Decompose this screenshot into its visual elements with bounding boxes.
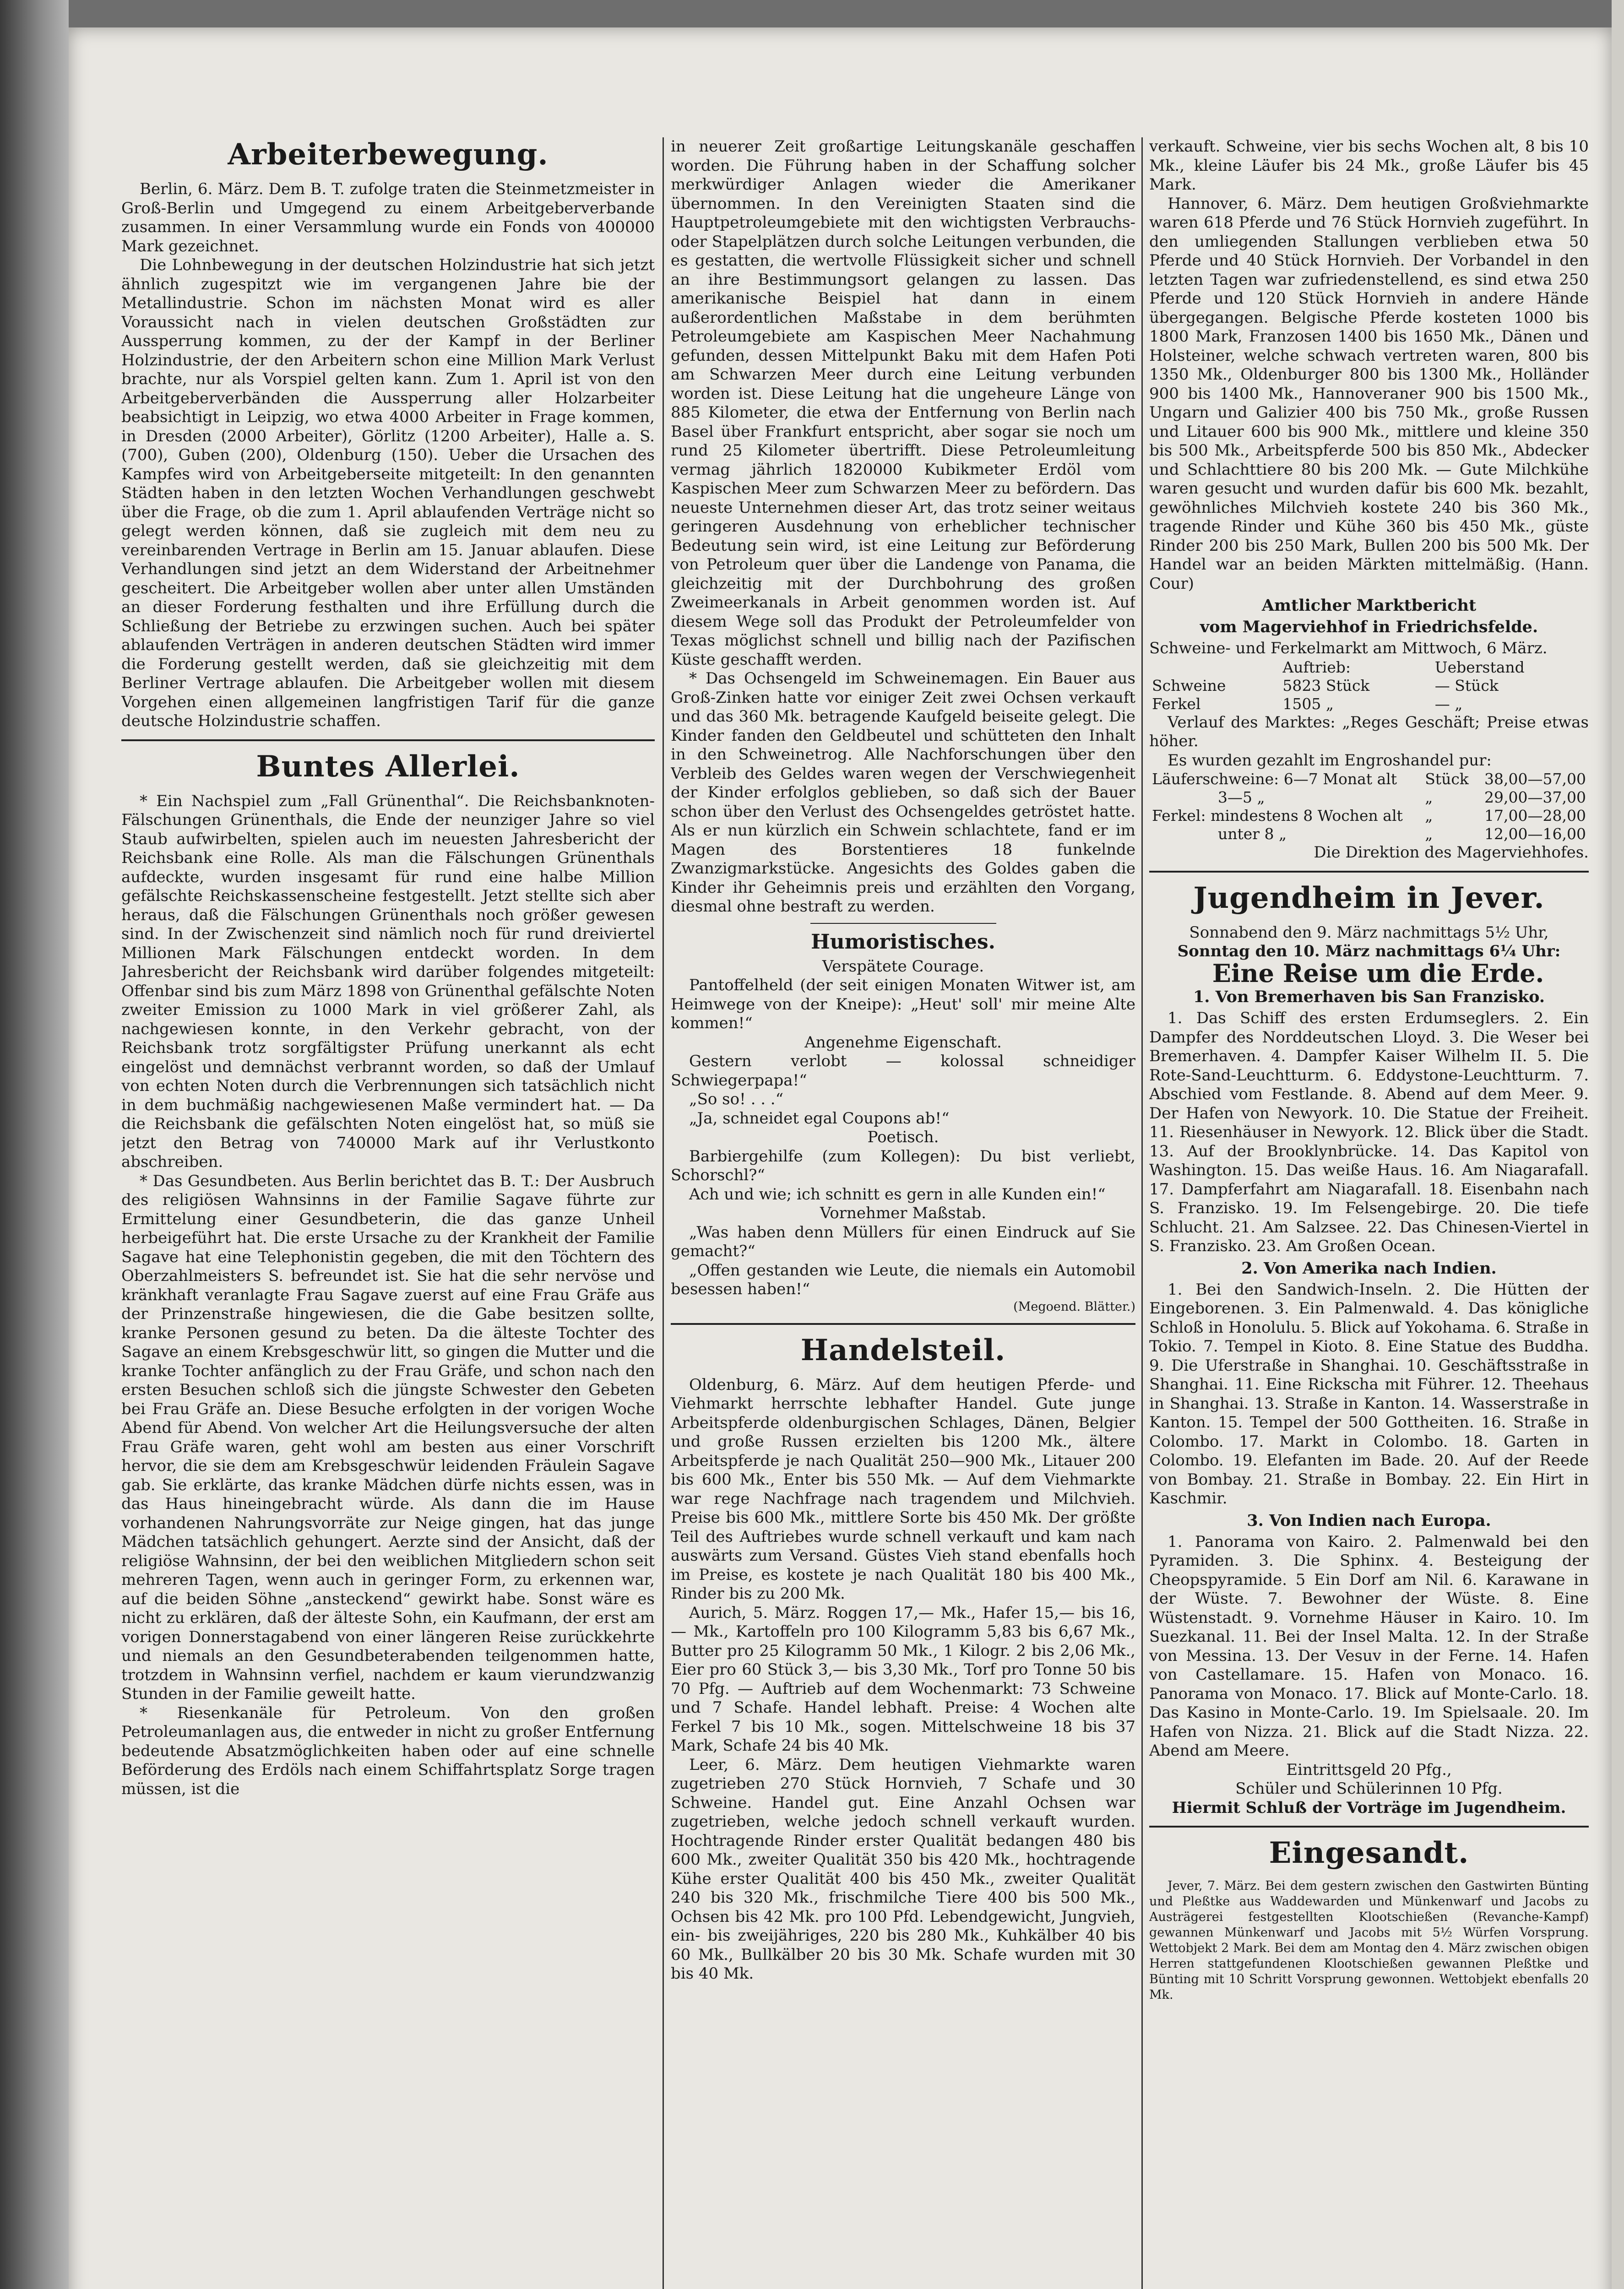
table-row — [1149, 807, 1589, 825]
section-title-buntes-allerlei: Buntes Allerlei. — [256, 749, 520, 784]
trade-leer-cont: verkauft. Schweine, vier bis sechs Wochen alt, 8 bis 10 Mk., kleine Läufer bis 24 Mk., große Läufer bis 45 Mark. — [1149, 137, 1589, 194]
joke-text-3a: Barbiergehilfe (zum Kollegen): Du bist verliebt, Schorschl?“ — [671, 1147, 1135, 1184]
lecture-part-3-text: 1. Panorama von Kairo. 2. Palmenwald bei den Pyramiden. 3. Die Sphinx. 4. Besteigung der Cheopspyramide. 5 Ein Dorf am Nil. 6. Karawane in der Wüste. 7. Bewohner der Wüste. 8. Eine Wüstenstadt. 9. Vornehme Häuser in Kairo. 10. Im Suezkanal. 11. Bei der Insel Malta. 12. In der Straße von Messina. 13. Der Vesuv in der Ferne. 14. Hafen von Castellamare. 15. Hafen von Monaco. 16. Panorama von Monaco. 17. Blick auf Monte-Carlo. 18. Das Kasino in Monte-Carlo. 19. Im Spielsaale. 20. Im Hafen von Nizza. 21. Blick auf die Stadt Nizza. 22. Abend am Meere. — [1149, 1532, 1589, 1760]
joke-text-2b: „So so! . . .“ — [689, 1090, 783, 1108]
book-binding — [0, 0, 69, 2289]
entry-fee: Eintrittsgeld 20 Pfg., — [1286, 1760, 1452, 1779]
joke-text-3b: Ach und wie; ich schnitt es gern in alle Kunden ein!“ — [689, 1185, 1106, 1204]
table-row — [1149, 677, 1589, 695]
table-cell: — „ — [1434, 694, 1463, 713]
section-divider — [671, 1323, 1135, 1325]
trade-hannover: Hannover, 6. März. Dem heutigen Großviehmarkte waren 618 Pferde und 76 Stück Hornvieh zugeführt. In den umliegenden Stallungen verblieben etwa 50 Pferde und 40 Stück Hornvieh. Der Vorbandel in den letzten Tagen war zufriedenstellend, es sind etwa 250 Pferde und 120 Stück Hornvieh in andere Hände übergegangen. Belgische Pferde kosteten 1000 bis 1800 Mark, Franzosen 1400 bis 1650 Mk., Dänen und Holsteiner, welche schwach vertreten waren, 800 bis 1350 Mk., Oldenburger 800 bis 1300 Mk., Holländer 900 bis 1400 Mk., Hannoveraner 900 bis 1500 Mk., Ungarn und Galizier 400 bis 750 Mk., große Russen und Litauer 600 bis 900 Mk., mittlere und kleine 350 bis 500 Mk., Arbeitspferde 500 bis 850 Mk., Abdecker und Schlachttiere 80 bis 200 Mk. — Gute Milchkühe waren gesucht und wurden dafür bis 600 Mk. bezahlt, gewöhnliches Milchvieh kostete 240 bis 360 Mk., tragende Rinder und Kühe 360 bis 450 Mk., güste Rinder 200 bis 250 Mark, Bullen 200 bis 500 Mk. Der Handel war an beiden Märkten mittelmäßig. (Hann. Cour) — [1149, 194, 1589, 593]
market-price-table — [1149, 770, 1589, 843]
article-lohnbewegung: Die Lohnbewegung in der deutschen Holzindustrie hat sich jetzt ähnlich zugespitzt wie im vergangenen Jahre bie der Metallindustrie. Schon im nächsten Monat wird es aller Voraussicht nach in vielen deutschen Großstädten zur Aussperrung kommen, zu der der Kampf in der Berliner Holzindustrie, der den Arbeitern schon eine Million Mark Verlust brachte, nur als Vorspiel gelten kann. Zum 1. April ist von den Arbeitgeberverbänden die Aussperrung aller Holzarbeiter beabsichtigt in Leipzig, wo etwa 4000 Arbeiter in Frage kommen, in Dresden (2000 Arbeiter), Görlitz (1200 Arbeiter), Halle a. S. (700), Guben (200), Oldenburg (150). Ueber die Ursachen des Kampfes wird von Arbeitgeberseite mitgeteilt: In den genannten Städten haben in den letzten Wochen Verhandlungen geschwebt über die Frage, ob die zum 1. April ablaufenden Verträge nicht so gelegt werden können, daß sie zugleich mit dem neu zu vereinbarenden Vertrage in Berlin am 15. Januar ablaufen. Diese Verhandlungen sind jetzt an dem Widerstand der Arbeitnehmer gescheitert. Die Arbeitgeber wollen aber unter allen Umständen an dieser Forderung festhalten und ihre Erfüllung durch die Schließung der Betriebe zu erzwingen suchen. Auch bei später ablaufenden Verträgen in anderen deutschen Städten wird immer die Forderung gestellt werden, daß sie gleichzeitig mit dem Berliner Vertrage ablaufen. Die Arbeitgeber wollen mit diesem Vorgehen einen allgemeinen langfristigen Tarif für die ganze deutsche Holzindustrie schaffen. — [121, 256, 655, 730]
joke-text-2a: Gestern verlobt — kolossal schneidiger Schwiegerpapa!“ — [671, 1052, 1135, 1090]
table-cell: „ — [1425, 825, 1433, 843]
column-3 — [1149, 137, 1589, 2289]
table-row — [1149, 825, 1589, 843]
lecture-part-1-title: 1. Von Bremerhaven bis San Franzisko. — [1193, 987, 1545, 1006]
table-cell: „ — [1425, 807, 1433, 824]
table-cell: 3—5 „ — [1218, 788, 1265, 806]
section-divider — [1149, 871, 1589, 873]
page-edge — [1612, 0, 1624, 2289]
column-1 — [121, 110, 655, 2289]
column-2 — [671, 137, 1135, 2289]
article-riesenkanaele-cont: in neuerer Zeit großartige Leitungskanäle geschaffen worden. Die Führung haben in der Schaffung solcher merkwürdiger Anlagen wieder die Amerikaner übernommen. In den Vereinigten Staaten sind die Hauptpetroleumgebiete mit den wichtigsten Verbrauchs- oder Stapelplätzen durch solche Leitungen verbunden, die es gestatten, die wertvolle Flüssigkeit sicher und schnell an ihre Bestimmungsort gelangen zu lassen. Das amerikanische Beispiel hat dann in einem außerordentlichen Maßstabe in dem berühmten Petroleumgebiete am Kaspischen Meer Nachahmung gefunden, dessen Mittelpunkt Baku mit dem Hafen Poti am Schwarzen Meer durch eine Leitung verbunden worden ist. Diese Leitung hat die ungeheure Länge von 885 Kilometer, die etwa der Entfernung von Berlin nach Basel über Frankfurt entspricht, aber sogar sie noch um rund 25 Kilometer übertrifft. Diese Petroleumleitung vermag jährlich 1820000 Kubikmeter Erdöl vom Kaspischen Meer zum Schwarzen Meer zu befördern. Das neueste Unternehmen dieser Art, das trotz seiner weitaus geringeren Ausdehnung von erheblicher technischer Bedeutung sein wird, ist eine Leitung zur Beförderung von Petroleum quer über die Landenge von Panama, die gleichzeitig mit der Durchbohrung des großen Zweimeerkanals in Arbeit genommen worden ist. Auf diesem Wege soll das Produkt der Petroleumfelder von Texas möglichst schnell und billig nach der Pazifischen Küste geschafft werden. — [671, 137, 1135, 669]
section-title-eingesandt: Eingesandt. — [1269, 1836, 1469, 1870]
article-riesenkanaele: * Riesenkanäle für Petroleum. Von den großen Petroleumanlagen aus, die entweder in nicht zu großer Entfernung bedeutende Absatzmöglichkeiten haben oder auf eine schnelle Beförderung des Erdöls nach einem Schiffahrtsplatz Sorge tragen müssen, ist die — [121, 1703, 655, 1798]
table-cell: 12,00—16,00 — [1484, 825, 1586, 843]
table-cell: Schweine — [1152, 676, 1226, 694]
joke-source: (Megoend. Blätter.) — [1013, 1299, 1135, 1314]
article-gruenenthal: * Ein Nachspiel zum „Fall Grünenthal“. Die Reichsbanknoten-Fälschungen Grünenthals, die Ende der neunziger Jahre so viel Staub aufwirbelten, spielen auch im neuesten Jahresbericht der Reichsbank eine Rolle. Als man die Fälschungen Grünenthals aufdeckte, wurden insgesamt für rund eine halbe Million gefälschte Reichskassenscheine festgestellt. Jetzt stellte sich aber heraus, daß die Fälschungen Grünenthals noch größer gewesen sind. In der Zwischenzeit sind nämlich noch für rund dreiviertel Millionen Mark Fälschungen entdeckt worden. In dem Jahresbericht der Reichsbank wird darüber folgendes mitgeteilt: Offenbar sind bis zum März 1898 von Grünenthal gefälschte Noten zweiter Emission zu 1000 Mark in viel größerer Zahl, als nachgewiesen konnte, in den Verkehr gebracht, von der Reichsbank trotz sorgfältigster Prüfung unerkannt als echt eingelöst und demnächst verbrannt worden, so daß der Umlauf von echten Noten durch die Verbrennungen sich tatsächlich nicht in dem buchmäßig nachgewiesenen Maße vermindert hat. — Da die Reichsbank die gefälschten Noten eingelöst hat, so müß sie jetzt den Betrag von 740000 Mark auf ihr Verlustkonto abschreiben. — [121, 792, 655, 1171]
trade-aurich: Aurich, 5. März. Roggen 17,— Mk., Hafer 15,— bis 16,— Mk., Kartoffeln pro 100 Kilogramm 5,83 bis 6,67 Mk., Butter pro 25 Kilogramm 50 Mk., 1 Kilogr. 2 bis 2,06 Mk., Eier pro 60 Stück 3,— bis 3,30 Mk., Torf pro Tonne 50 bis 70 Pfg. — Auftrieb auf dem Wochenmarkt: 73 Schweine und 7 Schafe. Handel lebhaft. Preise: 4 Wochen alte Ferkel 7 bis 10 Mk., sogen. Mittelschweine 18 bis 37 Mark, Schafe 24 bis 40 Mk. — [671, 1603, 1135, 1755]
jugendheim-closing: Hiermit Schluß der Vorträge im Jugendheim. — [1172, 1798, 1566, 1817]
table-cell: Läuferschweine: 6—7 Monat alt — [1152, 770, 1397, 788]
market-course: Verlauf des Marktes: „Reges Geschäft; Preise etwas höher. — [1149, 713, 1589, 750]
market-report-title: Amtlicher Marktbericht — [1261, 596, 1477, 615]
market-supply-table — [1149, 658, 1589, 713]
jugendheim-date-1: Sonnabend den 9. März nachmittags 5½ Uhr, — [1189, 923, 1549, 942]
joke-text-1: Pantoffelheld (der seit einigen Monaten Witwer ist, am Heimwege von der Kneipe): „Heut' soll' mir meine Alte kommen!“ — [671, 976, 1135, 1032]
section-title-arbeiterbewegung: Arbeiterbewegung. — [228, 137, 549, 172]
trade-leer: Leer, 6. März. Dem heutigen Viehmarkte waren zugetrieben 270 Stück Hornvieh, 7 Schafe und 30 Schweine. Handel gut. Eine Anzahl Ochsen war zugetrieben, welche jedoch schnell verkauft wurden. Hochtragende Rinder erster Qualität bedangen 480 bis 600 Mk., zweiter Qualität 350 bis 420 Mk., hochtragende Kühe erster Qualität 400 bis 450 Mk., zweiter Qualität 240 bis 320 Mk., frischmilche Tiere 400 bis 500 Mk., Ochsen bis 42 Mk. pro 100 Pfd. Lebendgewicht, Jungvieh, ein- bis zweijähriges, 220 bis 280 Mk., Kuhkälber 40 bis 60 Mk., Bullkälber 20 bis 30 Mk. Schafe wurden mit 30 bis 40 Mk. — [671, 1755, 1135, 1983]
table-row — [1149, 658, 1589, 677]
table-cell: Ferkel: mindestens 8 Wochen alt — [1152, 807, 1403, 824]
table-row — [1149, 788, 1589, 807]
joke-title-3: Poetisch. — [867, 1128, 939, 1146]
table-header: Ueberstand — [1434, 658, 1525, 676]
article-eingesandt: Jever, 7. März. Bei dem gestern zwischen den Gastwirten Bünting und Pleßtke aus Waddewarden und Münkenwarf und Jacobs zu Austrägerei festgestellten Klootschießen (Revanche-Kampf) gewannen Münkenwarf und Jacobs mit 5½ Würfen Vorsprung. Wettobjekt 2 Mark. Bei dem am Montag den 4. März zwischen obigen Herren stattgefundenen Klootschießen gewannen Pleßtke und Bünting mit 10 Schritt Vorsprung gewonnen. Wettobjekt ebenfalls 20 Mk. — [1149, 1879, 1589, 2002]
table-cell: Stück — [1425, 770, 1469, 788]
jugendheim-date-2: Sonntag den 10. März nachmittags 6¼ Uhr: — [1177, 942, 1561, 960]
jugendheim-title: Jugendheim in Jever. — [1193, 880, 1545, 915]
section-divider — [121, 739, 655, 741]
joke-title-1: Verspätete Courage. — [822, 957, 984, 976]
lecture-part-2-text: 1. Bei den Sandwich-Inseln. 2. Die Hütten der Eingeborenen. 3. Ein Palmenwald. 4. Das königliche Schloß in Honolulu. 5. Blick auf Yokohama. 6. Straße in Tokio. 7. Tempel in Kioto. 8. Eine Statue des Buddha. 9. Die Uferstraße in Shanghai. 10. Geschäftsstraße in Shanghai. 11. Eine Rickscha mit Führer. 12. Theehaus in Shanghai. 13. Straße in Kanton. 14. Wasserstraße in Kanton. 15. Tempel der 500 Gottheiten. 16. Straße in Colombo. 17. Markt in Colombo. 18. Garten in Colombo. 19. Elefanten im Bade. 20. Auf der Reede von Bombay. 21. Straße in Bombay. 22. Ein Hirt in Kaschmir. — [1149, 1280, 1589, 1508]
joke-title-4: Vornehmer Maßstab. — [820, 1204, 987, 1222]
article-berlin: Berlin, 6. März. Dem B. T. zufolge traten die Steinmetzmeister in Groß-Berlin und Umgegend zu einem Arbeitgeberverbande zusammen. In einer Versammlung wurde ein Fonds von 400000 Mark gezeichnet. — [121, 180, 655, 255]
section-divider — [1149, 1826, 1589, 1828]
table-cell: „ — [1425, 788, 1433, 806]
table-row — [1149, 770, 1589, 788]
section-title-humoristisches: Humoristisches. — [811, 930, 995, 954]
market-signature: Die Direktion des Magerviehhofes. — [1314, 843, 1589, 862]
trade-oldenburg: Oldenburg, 6. März. Auf dem heutigen Pferde- und Viehmarkt herrschte lebhafter Handel. Gute junge Arbeitspferde oldenburgischen Schlages, Dänen, Belgier und große Russen erzielten bis 1200 Mk., ältere Arbeitspferde je nach Qualität 250—900 Mk., Litauer 200 bis 600 Mk., Enter bis 550 Mk. — Auf dem Viehmarkte war rege Nachfrage nach tragendem und Milchvieh. Preise bis 600 Mk., mittlere Sorte bis 450 Mk. Der größte Teil des Auftriebes wurde schnell verkauft und kam nach auswärts zum Versand. Güstes Vieh stand ebenfalls hoch im Preise, es kostete je nach Qualität 180 bis 400 Mk., Rinder bis zu 200 Mk. — [671, 1375, 1135, 1603]
entry-fee-students: Schüler und Schülerinnen 10 Pfg. — [1235, 1779, 1503, 1798]
column-rule-1 — [663, 137, 664, 2289]
table-cell: 29,00—37,00 — [1484, 788, 1586, 806]
divider — [810, 923, 996, 924]
table-cell: 17,00—28,00 — [1484, 807, 1586, 824]
article-gesundbeten: * Das Gesundbeten. Aus Berlin berichtet das B. T.: Der Ausbruch des religiösen Wahnsinns in der Familie Sagave führte zur Ermittelung einer Gesundbeterin, die das ganze Unheil herbeigeführt hat. Die erste Ursache zu der Krankheit der Familie Sagave hat eine Telephonistin gegeben, die mit den Töchtern des Oberzahlmeisters S. befreundet ist. Sie hat die sehr nervöse und kränkhaft veranlagte Frau Sagave zuerst auf eine Frau Gräfe aus der Prinzenstraße hingewiesen, die die Gabe besitzen sollte, kranke Personen gesund zu beten. Da die älteste Tochter des Sagave an einem Krebsgeschwür litt, so gingen die Mutter und die kranke Tochter anfänglich zu der Frau Gräfe, und schon nach den ersten Besuchen schloß sich die jüngste Schwester den Gebeten bei Frau Gräfe an. Diese Besuche erfolgten in der vorigen Woche Abend für Abend. Von welcher Art die Heilungsversuche der alten Frau Gräfe waren, geht wohl am besten aus einer Vorschrift hervor, die sie dem am Krebsgeschwür leidenden Fräulein Sagave gab. Sie erklärte, das kranke Mädchen dürfe nichts essen, was in das Haus hineingebracht würde. Als dann die im Hause vorhandenen Nahrungsvorräte zur Neige gingen, hat das junge Mädchen tatsächlich gehungert. Aerzte sind der Ansicht, daß der religiöse Wahnsinn, der bei den weiblichen Mitgliedern schon seit mehreren Tagen, wenn auch in geringer Form, zu erkennen war, auf die beiden Söhne „ansteckend“ gewirkt habe. Sonst wäre es nicht zu erklären, daß der älteste Sohn, ein Kaufmann, der erst am vorigen Donnerstagabend von einer längeren Reise zurückkehrte und niemals an den Gesundbeterabenden teilgenommen hatte, trotzdem in Wahnsinn verfiel, nachdem er kaum vierundzwanzig Stunden in der Familie geweilt hatte. — [121, 1172, 655, 1703]
lecture-part-3-title: 3. Von Indien nach Europa. — [1247, 1511, 1491, 1530]
joke-text-2c: „Ja, schneidet egal Coupons ab!“ — [689, 1109, 950, 1128]
joke-text-4b: „Offen gestanden wie Leute, die niemals ein Automobil besessen haben!“ — [671, 1261, 1135, 1298]
table-row — [1149, 695, 1589, 713]
market-report-subtitle: vom Magerviehhof in Friedrichsfelde. — [1200, 618, 1538, 636]
article-ochsengeld: * Das Ochsengeld im Schweinemagen. Ein Bauer aus Groß-Zinken hatte vor einiger Zeit zwei Ochsen verkauft und das 360 Mk. betragende Kaufgeld beiseite gelegt. Die Kinder fanden den Geldbeutel und schütteten den Inhalt in den Schweinetrog. Alle Nachforschungen über den Verbleib des Geldes waren wegen der Verschwiegenheit der Kinder erfolglos geblieben, so daß sich der Bauer schon über den Verlust des Ochsengeldes getröstet hatte. Als er nun kürzlich ein Schwein schlachtete, fand er im Magen des Borstentieres 18 funkelnde Zwanzigmarkstücke. Angesichts des Goldes gaben die Kinder ihr Geheimnis preis und erzählten den Vorgang, diesmal ohne bestraft zu werden. — [671, 669, 1135, 916]
lecture-part-2-title: 2. Von Amerika nach Indien. — [1241, 1258, 1497, 1278]
table-cell: Ferkel — [1152, 694, 1201, 713]
table-cell: 1505 „ — [1282, 694, 1334, 713]
section-title-handelsteil: Handelsteil. — [800, 1333, 1006, 1367]
joke-text-4a: „Was haben denn Müllers für einen Eindruck auf Sie gemacht?“ — [671, 1223, 1135, 1260]
table-cell: unter 8 „ — [1218, 825, 1287, 843]
table-cell: — Stück — [1434, 676, 1499, 694]
table-cell: 38,00—57,00 — [1484, 770, 1586, 788]
market-report-intro: Schweine- und Ferkelmarkt am Mittwoch, 6 März. — [1149, 639, 1548, 657]
joke-title-2: Angenehme Eigenschaft. — [804, 1033, 1002, 1052]
table-cell: 5823 Stück — [1282, 676, 1370, 694]
jugendheim-lecture-title: Eine Reise um die Erde. — [1212, 958, 1544, 988]
column-rule-2 — [1141, 137, 1143, 2289]
lecture-part-1-text: 1. Das Schiff des ersten Erdumseglers. 2. Ein Dampfer des Norddeutschen Lloyd. 3. Die Weser bei Bremerhaven. 4. Dampfer Kaiser Wilhelm II. 5. Die Rote-Sand-Leuchtturm. 6. Eddystone-Leuchtturm. 7. Abschied vom Festlande. 8. Abend auf dem Meer. 9. Der Hafen von Newyork. 10. Die Statue der Freiheit. 11. Riesenhäuser in Newyork. 12. Blick über die Stadt. 13. Auf der Brooklynbrücke. 14. Das Kapitol von Washington. 15. Das weiße Haus. 16. Am Niagarafall. 17. Dampferfahrt am Niagarafall. 18. Eisenbahn nach S. Franzisko. 19. Im Felsengebirge. 20. Die tiefe Schlucht. 21. Am Salzsee. 22. Das Chinesen-Viertel in S. Franzisko. 23. Am Großen Ocean. — [1149, 1009, 1589, 1255]
market-paid: Es wurden gezahlt im Engroshandel pur: — [1168, 751, 1492, 770]
table-header: Auftrieb: — [1282, 658, 1351, 676]
